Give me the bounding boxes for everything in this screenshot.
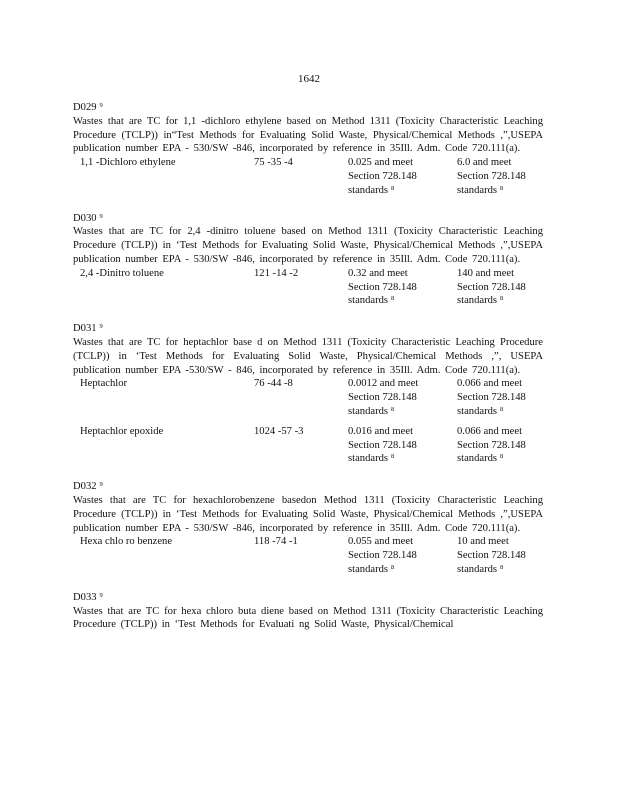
waste-description: Wastes that are TC for 1,1 -dichloro ethylene based on Method 1311 (Toxicity Characteristic Leaching Procedure (TCLP)) in“Test Methods for Evaluating Solid Waste, Physical/Chemical Methods ,”,USEPA publication number EPA - 530/SW -846, incorporated by reference in 35Ill. Adm. Code 720.111(a). (73, 115, 543, 155)
waste-entry-d033 (73, 591, 543, 632)
waste-code: D030 $^9$ (73, 212, 103, 224)
footnote-ref: 9 (99, 102, 103, 109)
wastewater-standard: 0.025 and meet Section 728.148 standards $^8$ (348, 157, 417, 196)
waste-code: D029 $^9$ (73, 102, 103, 113)
waste-entry-d032 (73, 480, 543, 577)
constituent-name: Heptachlor (80, 378, 128, 390)
constituent-name: 2,4 -Dinitro toluene (80, 267, 164, 279)
wastewater-standard: 0.32 and meet Section 728.148 standards $^8$ (348, 267, 417, 307)
constituent-row (73, 377, 543, 418)
waste-entry-d031 (73, 322, 543, 466)
footnote-ref: 8 (391, 295, 395, 303)
nonwastewater-standard: 10 and meet Section 728.148 standards $^8$ (457, 536, 526, 575)
footnote-ref: 8 (500, 295, 504, 303)
nonwastewater-standard: 140 and meet Section 728.148 standards $^8$ (457, 267, 526, 307)
cas-number: 76 -44 -8 (254, 378, 293, 390)
waste-code: D031 $^9$ (73, 323, 103, 335)
waste-entry-d029 (73, 101, 543, 198)
nonwastewater-standard: 6.0 and meet Section 728.148 standards $^8$ (457, 157, 526, 196)
footnote-ref: 9 (99, 591, 103, 599)
cas-number: 75 -35 -4 (254, 157, 293, 169)
cas-number: 121 -14 -2 (254, 267, 299, 279)
wastewater-standard: 0.016 and meet Section 728.148 standards $^8$ (348, 425, 417, 465)
footnote-ref: 8 (500, 184, 504, 192)
footnote-ref: 8 (391, 453, 395, 461)
constituent-name: Hexa chlo ro benzene (80, 536, 173, 548)
footnote-ref: 8 (391, 563, 395, 571)
waste-description: Wastes that are TC for hexa chloro buta diene based on Method 1311 (Toxicity Characteristic Leaching Procedure (TCLP)) in ‘Test Methods for Evaluati ng Solid Waste, Physical/Chemical (73, 605, 543, 631)
constituent-row (73, 156, 543, 197)
constituent-row (73, 267, 543, 308)
footnote-ref: 8 (500, 405, 504, 413)
constituent-row (73, 425, 543, 466)
wastewater-standard: 0.055 and meet Section 728.148 standards $^8$ (348, 536, 417, 575)
wastewater-standard: 0.0012 and meet Section 728.148 standards $^8$ (348, 378, 419, 417)
footnote-ref: 8 (391, 184, 395, 192)
constituent-name: Heptachlor epoxide (80, 425, 164, 437)
page-number: 1642 (298, 73, 320, 85)
waste-code: D033 $^9$ (73, 591, 103, 603)
cas-number: 1024 -57 -3 (254, 425, 304, 437)
footnote-ref: 9 (99, 212, 103, 220)
footnote-ref: 8 (500, 453, 504, 461)
constituent-name: 1,1 -Dichloro ethylene (80, 157, 176, 169)
nonwastewater-standard: 0.066 and meet Section 728.148 standards $^8$ (457, 425, 526, 465)
waste-description: Wastes that are TC for hexachlorobenzene basedon Method 1311 (Toxicity Characteristic Leaching Procedure (TCLP)) in ‘Test Methods for Evaluating Solid Waste, Physical/Chemical Methods ,”,USEPA publication number EPA - 530/SW -846, incorporated by reference in 35Ill. Adm. Code 720.111(a). (73, 494, 543, 534)
constituent-row (73, 535, 543, 576)
waste-description: Wastes that are TC for heptachlor base d on Method 1311 (Toxicity Characteristic Leaching Procedure (TCLP)) in ‘Test Methods for Evaluating Solid Waste, Physical/Chemical Methods ,”, USEPA publication number EPA -530/SW - 846, incorporated by reference in 35Ill. Adm. Code 720.111(a). (73, 336, 543, 376)
footnote-ref: 9 (99, 323, 103, 331)
waste-description: Wastes that are TC for 2,4 -dinitro toluene based on Method 1311 (Toxicity Characteristic Leaching Procedure (TCLP)) in ‘Test Methods for Evaluating Solid Waste, Physical/Chemical Methods ,”,USEPA publication number EPA - 530/SW -846, incorporated by reference in 35Ill. Adm. Code 720.111(a). (73, 226, 543, 265)
cas-number: 118 -74 -1 (254, 536, 298, 548)
footnote-ref: 8 (391, 405, 395, 413)
nonwastewater-standard: 0.066 and meet Section 728.148 standards $^8$ (457, 378, 526, 417)
footnote-ref: 8 (500, 563, 504, 571)
waste-code: D032 $^9$ (73, 481, 103, 493)
document-body (73, 101, 543, 646)
footnote-ref: 9 (99, 481, 103, 489)
waste-entry-d030 (73, 212, 543, 309)
